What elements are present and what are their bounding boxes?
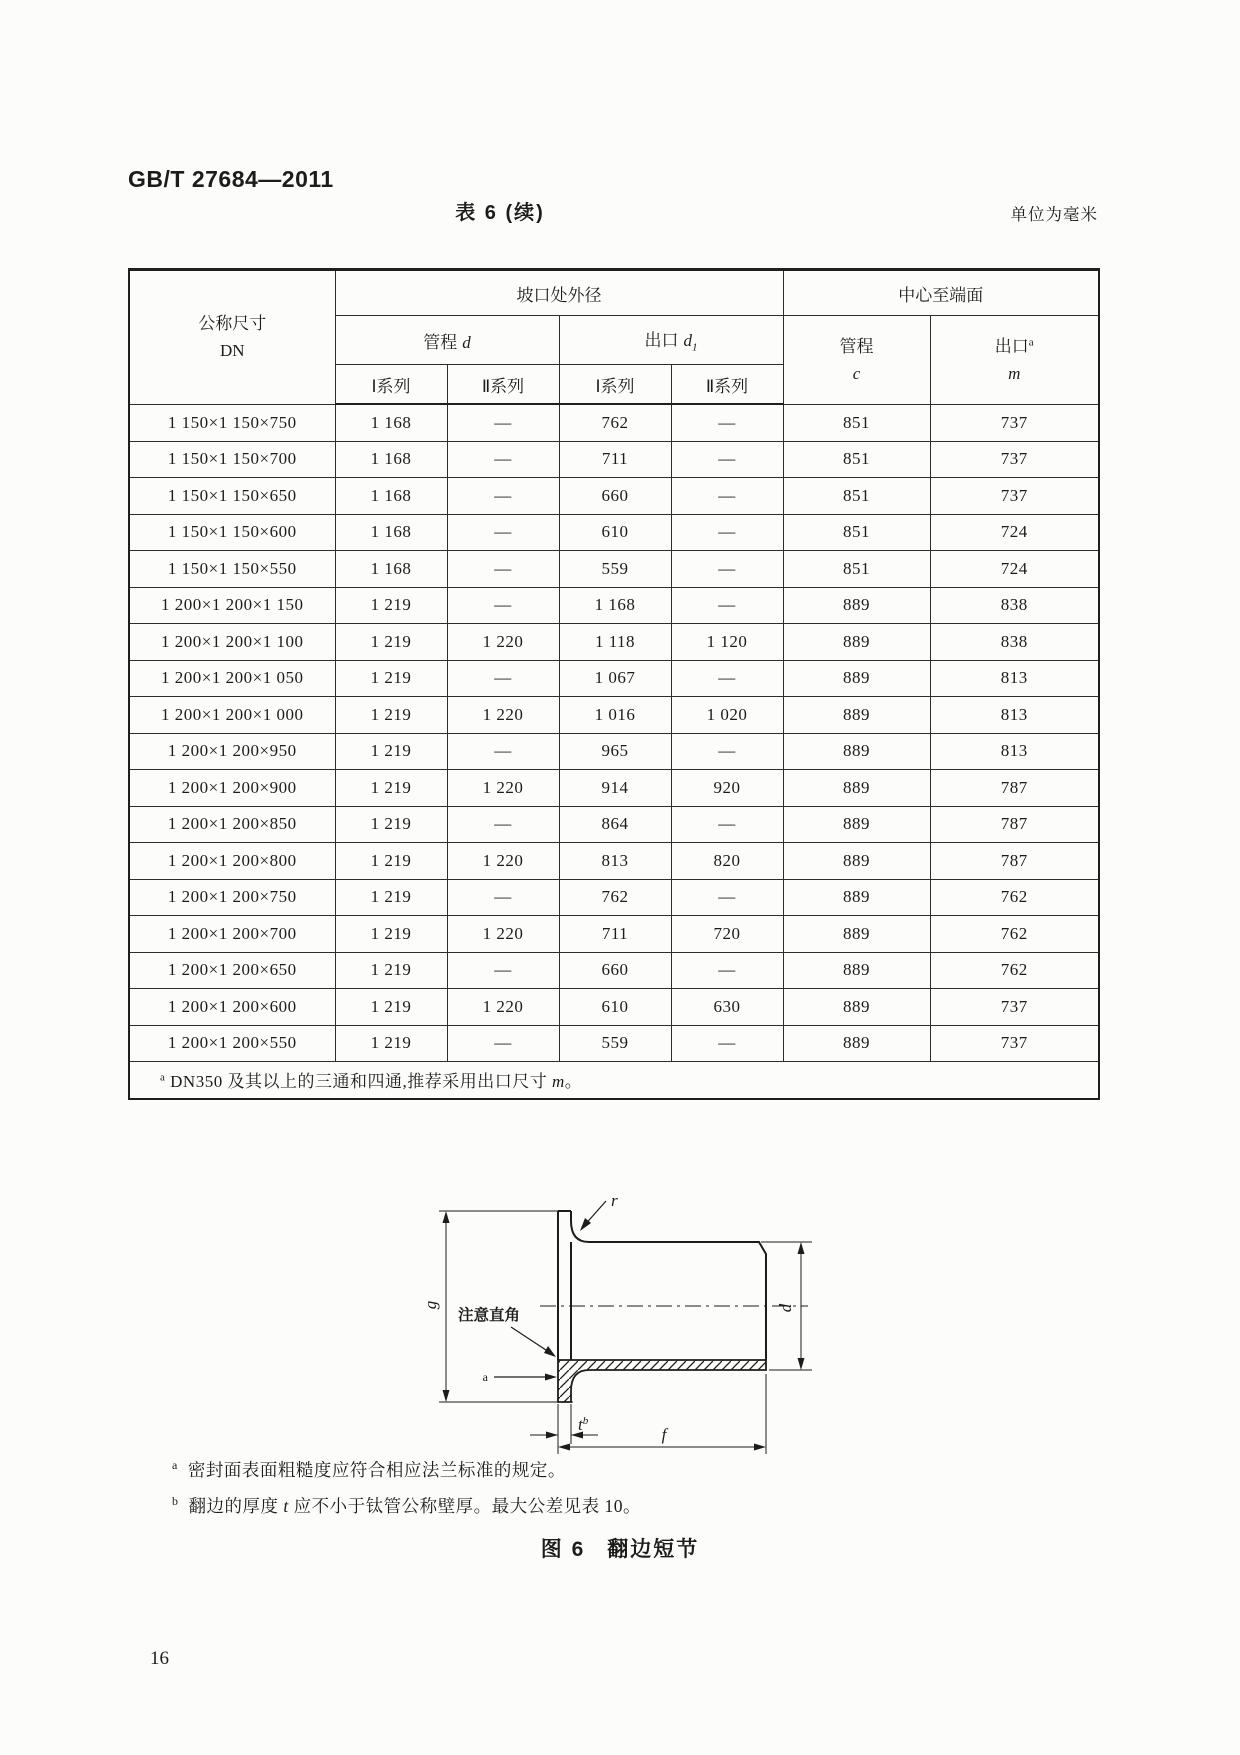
value-cell: 864 — [559, 806, 671, 843]
header-group-center-to-end: 中心至端面 — [783, 270, 1099, 316]
table-footnote-row — [129, 1062, 1099, 1099]
right-angle-note: 注意直角 — [457, 1307, 521, 1324]
value-cell: 1 219 — [335, 624, 447, 661]
value-cell: — — [671, 404, 783, 441]
value-cell: 559 — [559, 551, 671, 588]
table-row — [129, 587, 1099, 624]
value-cell: 1 220 — [447, 843, 559, 880]
value-cell: 720 — [671, 916, 783, 953]
label-t: $t^b$ — [578, 1415, 589, 1434]
value-cell: 711 — [559, 441, 671, 478]
value-cell: 1 220 — [447, 697, 559, 734]
value-cell: — — [447, 404, 559, 441]
value-cell: — — [447, 733, 559, 770]
value-cell: — — [671, 952, 783, 989]
value-cell: 889 — [783, 697, 930, 734]
value-cell: 787 — [930, 843, 1099, 880]
value-cell: 1 219 — [335, 587, 447, 624]
header-center-outlet-m: 出口$^a$ m — [930, 316, 1099, 405]
value-cell: — — [671, 441, 783, 478]
dn-cell: 1 150×1 150×650 — [129, 478, 335, 515]
value-cell: 889 — [783, 587, 930, 624]
value-cell: — — [671, 587, 783, 624]
value-cell: 559 — [559, 1025, 671, 1062]
value-cell: — — [447, 879, 559, 916]
header-dn — [129, 270, 335, 405]
value-cell: — — [447, 478, 559, 515]
value-cell: 813 — [930, 733, 1099, 770]
table-row — [129, 478, 1099, 515]
value-cell: 1 219 — [335, 697, 447, 734]
value-cell: — — [447, 806, 559, 843]
value-cell: 1 219 — [335, 1025, 447, 1062]
value-cell: 1 219 — [335, 660, 447, 697]
figure-caption: 图 6 翻边短节 — [540, 1538, 700, 1561]
value-cell: — — [671, 478, 783, 515]
table-row — [129, 733, 1099, 770]
value-cell: 1 168 — [559, 587, 671, 624]
label-r: r — [611, 1191, 618, 1210]
dn-cell: 1 200×1 200×950 — [129, 733, 335, 770]
value-cell: 610 — [559, 514, 671, 551]
value-cell: — — [671, 514, 783, 551]
value-cell: 737 — [930, 478, 1099, 515]
table-row — [129, 514, 1099, 551]
value-cell: 724 — [930, 551, 1099, 588]
dn-cell: 1 200×1 200×900 — [129, 770, 335, 807]
table-row — [129, 404, 1099, 441]
table-row — [129, 843, 1099, 880]
value-cell: 1 220 — [447, 916, 559, 953]
value-cell: 889 — [783, 916, 930, 953]
value-cell: 1 168 — [335, 441, 447, 478]
flange-outline — [558, 1211, 766, 1360]
value-cell: — — [671, 806, 783, 843]
value-cell: 851 — [783, 478, 930, 515]
table-row — [129, 952, 1099, 989]
value-cell: 1 219 — [335, 989, 447, 1026]
value-cell: 1 120 — [671, 624, 783, 661]
header-dn-line1: 公称尺寸 — [198, 314, 267, 334]
value-cell: 889 — [783, 806, 930, 843]
value-cell: — — [447, 1025, 559, 1062]
table-row — [129, 916, 1099, 953]
header-center-run-c: 管程 c — [783, 316, 930, 405]
leader-a — [494, 1374, 557, 1381]
table-row — [129, 989, 1099, 1026]
dn-cell: 1 200×1 200×850 — [129, 806, 335, 843]
header-series-2: Ⅱ系列 — [447, 365, 559, 405]
note-a: $^a$ 密封面表面粗糙度应符合相应法兰标准的规定。 — [172, 1458, 566, 1480]
value-cell: 762 — [559, 879, 671, 916]
value-cell: 851 — [783, 441, 930, 478]
value-cell: 914 — [559, 770, 671, 807]
value-cell: 813 — [930, 697, 1099, 734]
value-cell: 820 — [671, 843, 783, 880]
value-cell: 889 — [783, 989, 930, 1026]
value-cell: 1 220 — [447, 989, 559, 1026]
page-number: 16 — [150, 1648, 169, 1669]
value-cell: 813 — [559, 843, 671, 880]
dn-cell: 1 200×1 200×750 — [129, 879, 335, 916]
stub-end-drawing — [380, 1190, 980, 1470]
value-cell: 737 — [930, 1025, 1099, 1062]
unit-note: 单位为毫米 — [1010, 205, 1098, 224]
value-cell: — — [671, 660, 783, 697]
table-title: 表 6 (续) — [455, 202, 545, 224]
value-cell: 787 — [930, 770, 1099, 807]
table-row — [129, 551, 1099, 588]
value-cell: 838 — [930, 587, 1099, 624]
value-cell: 851 — [783, 551, 930, 588]
value-cell: 1 219 — [335, 806, 447, 843]
value-cell: 889 — [783, 660, 930, 697]
dn-cell: 1 150×1 150×700 — [129, 441, 335, 478]
dn-cell: 1 200×1 200×600 — [129, 989, 335, 1026]
value-cell: 889 — [783, 952, 930, 989]
value-cell: 851 — [783, 514, 930, 551]
standard-number: GB/T 27684—2011 — [128, 166, 334, 192]
value-cell: — — [671, 1025, 783, 1062]
label-a-marker: a — [482, 1370, 488, 1384]
value-cell: 1 067 — [559, 660, 671, 697]
value-cell: 660 — [559, 952, 671, 989]
table-footnote-text: $^a$ DN350 及其以上的三通和四通,推荐采用出口尺寸 m。 — [129, 1062, 1099, 1099]
value-cell: 889 — [783, 843, 930, 880]
value-cell: — — [447, 441, 559, 478]
value-cell: 1 016 — [559, 697, 671, 734]
value-cell: 711 — [559, 916, 671, 953]
value-cell: — — [671, 879, 783, 916]
label-g: g — [421, 1300, 440, 1310]
header-series-1b: Ⅰ系列 — [559, 365, 671, 405]
value-cell: 762 — [930, 879, 1099, 916]
table-row — [129, 879, 1099, 916]
note-b: $^b$ 翻边的厚度 t 应不小于钛管公称壁厚。最大公差见表 10。 — [172, 1493, 641, 1516]
table-row — [129, 770, 1099, 807]
value-cell: 610 — [559, 989, 671, 1026]
value-cell: 1 220 — [447, 770, 559, 807]
table-body — [129, 404, 1099, 1062]
value-cell: — — [671, 733, 783, 770]
value-cell: — — [447, 952, 559, 989]
value-cell: — — [447, 551, 559, 588]
value-cell: 1 168 — [335, 404, 447, 441]
value-cell: 965 — [559, 733, 671, 770]
leader-right-angle — [511, 1327, 556, 1357]
value-cell: 1 168 — [335, 514, 447, 551]
dn-cell: 1 200×1 200×700 — [129, 916, 335, 953]
header-series-2b: Ⅱ系列 — [671, 365, 783, 405]
table-row — [129, 806, 1099, 843]
header-run-d: 管程 d — [335, 316, 559, 365]
value-cell: 889 — [783, 770, 930, 807]
value-cell: 1 219 — [335, 733, 447, 770]
value-cell: — — [447, 587, 559, 624]
value-cell: 762 — [930, 916, 1099, 953]
header-group-bevel-od: 坡口处外径 — [335, 270, 783, 316]
dn-cell: 1 200×1 200×1 000 — [129, 697, 335, 734]
dn-cell: 1 200×1 200×1 150 — [129, 587, 335, 624]
header-series-1: Ⅰ系列 — [335, 365, 447, 405]
table-header — [129, 270, 1099, 405]
dn-cell: 1 200×1 200×650 — [129, 952, 335, 989]
section-hatch — [558, 1360, 766, 1402]
table-row — [129, 624, 1099, 661]
value-cell: 1 219 — [335, 916, 447, 953]
value-cell: 920 — [671, 770, 783, 807]
value-cell: 737 — [930, 441, 1099, 478]
leader-r — [580, 1201, 606, 1231]
value-cell: 889 — [783, 879, 930, 916]
value-cell: — — [447, 514, 559, 551]
dn-cell: 1 150×1 150×750 — [129, 404, 335, 441]
value-cell: 1 220 — [447, 624, 559, 661]
value-cell: 813 — [930, 660, 1099, 697]
value-cell: 838 — [930, 624, 1099, 661]
dn-cell: 1 150×1 150×550 — [129, 551, 335, 588]
value-cell: 762 — [930, 952, 1099, 989]
value-cell: — — [447, 660, 559, 697]
label-f: f — [661, 1425, 667, 1444]
dn-cell: 1 150×1 150×600 — [129, 514, 335, 551]
dn-cell: 1 200×1 200×1 050 — [129, 660, 335, 697]
table-row — [129, 441, 1099, 478]
dn-cell: 1 200×1 200×800 — [129, 843, 335, 880]
table-row — [129, 660, 1099, 697]
dn-cell: 1 200×1 200×550 — [129, 1025, 335, 1062]
value-cell: 737 — [930, 404, 1099, 441]
value-cell: 1 219 — [335, 879, 447, 916]
value-cell: 1 219 — [335, 952, 447, 989]
dn-cell: 1 200×1 200×1 100 — [129, 624, 335, 661]
value-cell: 630 — [671, 989, 783, 1026]
value-cell: — — [671, 551, 783, 588]
dimension-table — [128, 268, 1100, 1100]
value-cell: 762 — [559, 404, 671, 441]
value-cell: 737 — [930, 989, 1099, 1026]
header-outlet-d1: 出口 $d_1$ — [559, 316, 783, 365]
value-cell: 1 168 — [335, 551, 447, 588]
table-footnote-section — [129, 1062, 1099, 1099]
figure-notes — [172, 1450, 641, 1522]
value-cell: 1 118 — [559, 624, 671, 661]
table-row — [129, 697, 1099, 734]
value-cell: 660 — [559, 478, 671, 515]
label-d: d — [776, 1303, 795, 1313]
value-cell: 889 — [783, 1025, 930, 1062]
value-cell: 889 — [783, 733, 930, 770]
value-cell: 1 168 — [335, 478, 447, 515]
value-cell: 1 219 — [335, 843, 447, 880]
value-cell: 1 020 — [671, 697, 783, 734]
header-dn-line2: DN — [219, 341, 245, 361]
value-cell: 851 — [783, 404, 930, 441]
value-cell: 1 219 — [335, 770, 447, 807]
value-cell: 889 — [783, 624, 930, 661]
table-row — [129, 1025, 1099, 1062]
value-cell: 787 — [930, 806, 1099, 843]
value-cell: 724 — [930, 514, 1099, 551]
